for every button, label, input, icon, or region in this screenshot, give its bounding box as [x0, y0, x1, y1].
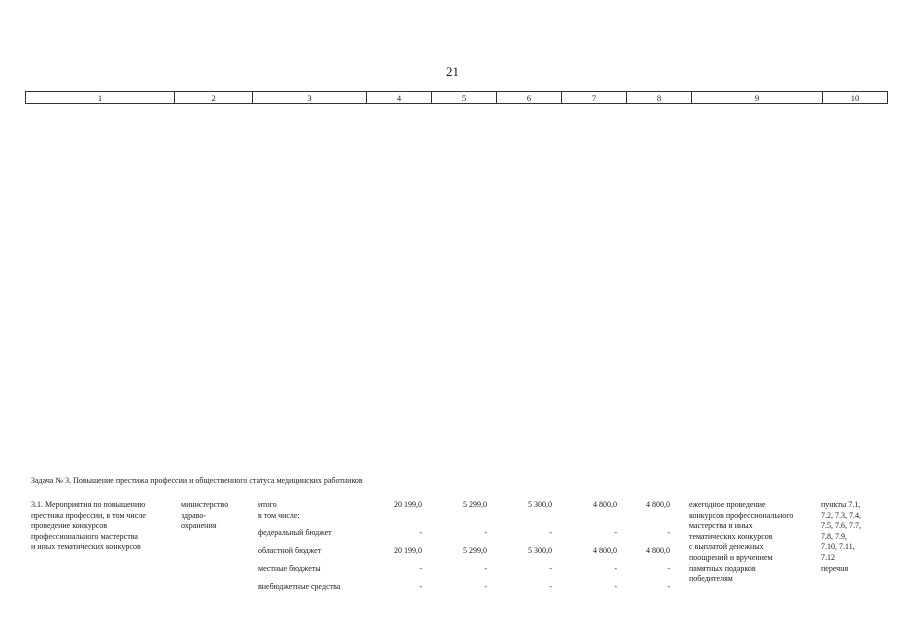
value-cell: 5 300,0 [528, 546, 552, 555]
header-col-7: 7 [562, 92, 627, 104]
header-col-2: 2 [175, 92, 253, 104]
value-cell: - [484, 528, 487, 537]
task-3-title: Задача № 3. Повышение престижа профессии и общественного статуса медицинских работников [31, 476, 363, 485]
value-cell: - [419, 564, 422, 573]
value-cell: 5 300,0 [528, 500, 552, 509]
value-cell: - [667, 528, 670, 537]
value-cell: - [419, 582, 422, 591]
value-cell: - [484, 564, 487, 573]
value-cell: - [549, 582, 552, 591]
value-cell: - [614, 528, 617, 537]
header-col-6: 6 [497, 92, 562, 104]
value-cell: - [614, 582, 617, 591]
header-col-1: 1 [26, 92, 175, 104]
value-cell: - [549, 528, 552, 537]
value-cell: - [614, 564, 617, 573]
value-cell: 4 800,0 [646, 546, 670, 555]
value-cell: 4 800,0 [593, 546, 617, 555]
header-col-3: 3 [253, 92, 367, 104]
value-cell: 5 299,0 [463, 500, 487, 509]
value-cell: 5 299,0 [463, 546, 487, 555]
value-cell: 20 199,0 [394, 500, 422, 509]
header-col-4: 4 [367, 92, 432, 104]
value-cell: - [667, 564, 670, 573]
value-cell: - [549, 564, 552, 573]
header-col-10: 10 [823, 92, 888, 104]
page-number: 21 [446, 64, 459, 79]
value-cell: 4 800,0 [593, 500, 617, 509]
value-cell: 4 800,0 [646, 500, 670, 509]
value-cell: - [419, 528, 422, 537]
header-col-9: 9 [692, 92, 823, 104]
value-cell: 20 199,0 [394, 546, 422, 555]
header-col-5: 5 [432, 92, 497, 104]
value-cell: - [667, 582, 670, 591]
header-col-8: 8 [627, 92, 692, 104]
value-cell: - [484, 582, 487, 591]
column-number-header [25, 91, 888, 104]
